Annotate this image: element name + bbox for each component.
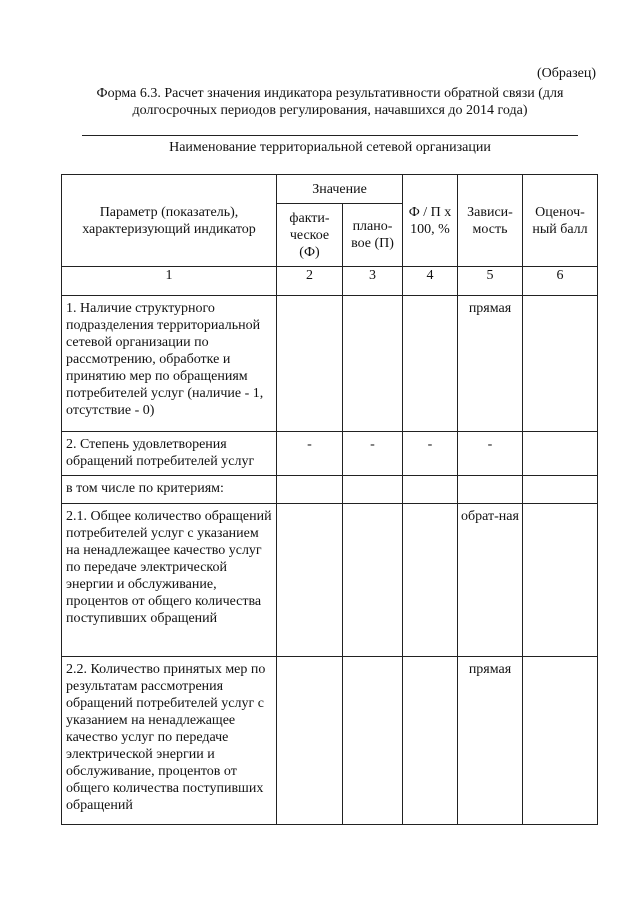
table-row [62, 504, 598, 657]
score-cell [523, 504, 598, 657]
planned-cell [343, 296, 403, 432]
actual-cell: - [277, 432, 343, 476]
ratio-cell: - [403, 432, 458, 476]
table-row [62, 432, 598, 476]
dependency-cell: прямая [458, 296, 523, 432]
form-title [60, 85, 600, 119]
ratio-cell [403, 296, 458, 432]
planned-cell [343, 476, 403, 504]
param-cell: 2.2. Количество принятых мер по результатам рассмотрения обращений потребителей услуг с указанием на ненадлежащее качество услуг по передаче электрической энергии и обслуживание, процентов от общего количества поступивших обращений [62, 657, 277, 825]
form-title-line-2: долгосрочных периодов регулирования, начавшихся до 2014 года) [132, 103, 528, 118]
actual-cell [277, 296, 343, 432]
planned-cell [343, 504, 403, 657]
table-row [62, 476, 598, 504]
actual-cell [277, 504, 343, 657]
column-number: 5 [458, 267, 523, 296]
param-cell: 2. Степень удовлетворения обращений потребителей услуг [62, 432, 277, 476]
header-dependency: Зависи-мость [458, 175, 523, 267]
header-planned: плано-вое (П) [343, 204, 403, 267]
column-number: 2 [277, 267, 343, 296]
org-name-label: Наименование территориальной сетевой организации [169, 140, 491, 155]
dependency-cell: обрат-ная [458, 504, 523, 657]
actual-cell [277, 476, 343, 504]
header-ratio: Ф / П х 100, % [403, 175, 458, 267]
table-row [62, 657, 598, 825]
score-cell [523, 432, 598, 476]
column-number: 6 [523, 267, 598, 296]
planned-cell: - [343, 432, 403, 476]
ratio-cell [403, 504, 458, 657]
actual-cell [277, 657, 343, 825]
header-actual: факти-ческое (Ф) [277, 204, 343, 267]
header-score: Оценоч-ный балл [523, 175, 598, 267]
param-cell: 2.1. Общее количество обращений потребителей услуг с указанием на ненадлежащее качество услуг по передаче электрической энергии и обслуживание, процентов от общего количества поступивших обращений [62, 504, 277, 657]
ratio-cell [403, 657, 458, 825]
param-cell: в том числе по критериям: [62, 476, 277, 504]
ratio-cell [403, 476, 458, 504]
org-name-line [82, 135, 578, 136]
score-cell [523, 296, 598, 432]
score-cell [523, 657, 598, 825]
column-numbers-row [62, 267, 598, 296]
form-title-line-1: Форма 6.3. Расчет значения индикатора результативности обратной связи (для [96, 86, 564, 101]
column-number: 4 [403, 267, 458, 296]
column-number: 3 [343, 267, 403, 296]
planned-cell [343, 657, 403, 825]
score-cell [523, 476, 598, 504]
header-value: Значение [277, 175, 403, 204]
header-row-1 [62, 175, 598, 204]
column-number: 1 [62, 267, 277, 296]
table-row [62, 296, 598, 432]
dependency-cell: прямая [458, 657, 523, 825]
dependency-cell [458, 476, 523, 504]
dependency-cell: - [458, 432, 523, 476]
param-cell: 1. Наличие структурного подразделения территориальной сетевой организации по рассмотрению, обработке и принятию мер по обращениям потребителей услуг (наличие - 1, отсутствие - 0) [62, 296, 277, 432]
sample-label: (Образец) [536, 66, 596, 81]
indicator-table [61, 174, 598, 825]
header-param: Параметр (показатель), характеризующий индикатор [62, 175, 277, 267]
